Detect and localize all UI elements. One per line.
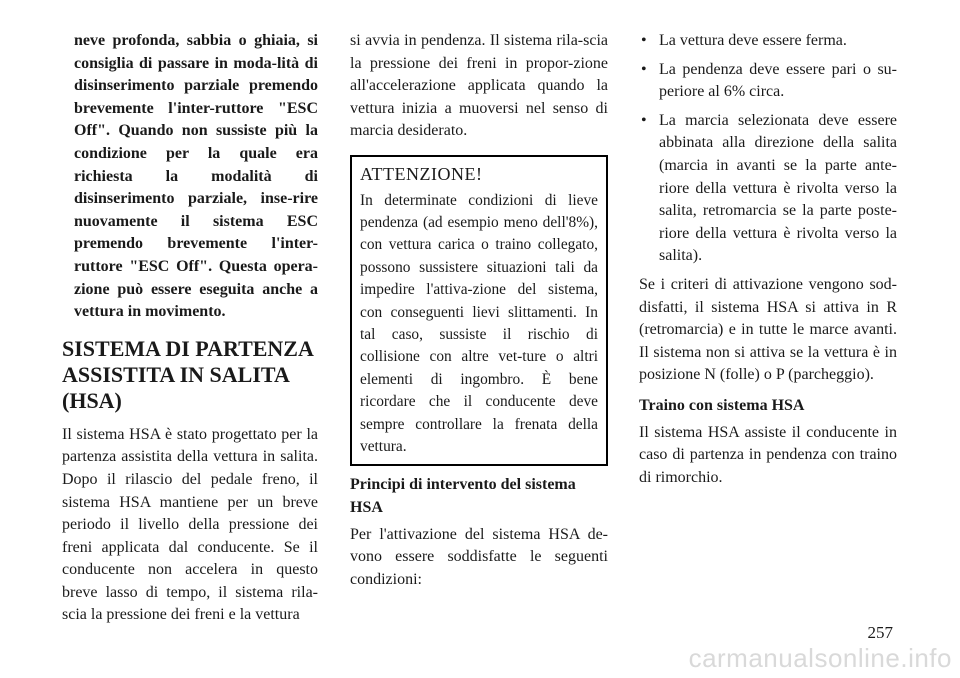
page-number: 257 bbox=[867, 623, 893, 642]
subheading-hsa-principles: Principi di intervento del sistema HSA bbox=[350, 476, 576, 517]
bullet-icon: • bbox=[641, 111, 647, 129]
list-item: • La pendenza deve essere pari o su-periore al 6% circa. bbox=[641, 60, 897, 101]
column-left bbox=[62, 30, 318, 635]
column-right bbox=[639, 30, 897, 497]
hsa-conditions-intro: Per l'attivazione del sistema HSA de-vono essere soddisfatte le seguenti condizioni: bbox=[350, 525, 608, 588]
hsa-intro-paragraph: Il sistema HSA è stato progettato per la partenza assistita della vettura in salita. Dopo il rilascio del pedale freno, il sistema HSA mantiene per un breve periodo il livello della pressione dei freni applicata dal conducente. Se il conducente non accelera in questo breve lasso di tempo, il sistema rila-scia la pressione dei freni e la vettura bbox=[62, 425, 318, 624]
warning-title: ATTENZIONE! bbox=[360, 163, 483, 184]
activation-criteria-paragraph: Se i criteri di attivazione vengono sod-disfatti, il sistema HSA si attiva in R (retromarcia) e in tutte le marce avanti. Il sistema non si attiva se la vettura è in posizione N (folle) o P (parcheggio). bbox=[639, 275, 897, 384]
hsa-intro-paragraph-continued: si avvia in pendenza. Il sistema rila-scia la pressione dei freni in propor-zione all'accelerazione applicata quando la vettura inizia a muoversi nel senso di marcia desiderato. bbox=[350, 32, 608, 140]
column-middle bbox=[350, 30, 608, 599]
bullet-icon: • bbox=[641, 32, 647, 49]
conditions-list bbox=[639, 30, 897, 268]
bold-warning-continuation: neve profonda, sabbia o ghiaia, si consiglia di passare in moda-lità di disinserimento parziale premendo brevemente l'inter-ruttore "ESC Off". Quando non sussiste più la condizione per la quale era richiesta la modalità di disinserimento parziale, inse-rire nuovamente il sistema ESC premendo brevemente l'inter-ruttore "ESC Off". Questa opera-zione può essere eseguita anche a vettura in movimento. bbox=[74, 32, 318, 321]
towing-paragraph: Il sistema HSA assiste il conducente in caso di partenza in pendenza con traino di rimorchio. bbox=[639, 423, 897, 486]
warning-text: In determinate condizioni di lieve pendenza (ad esempio meno dell'8%), con vettura carica o traino collegato, possono sussistere situazioni tali da impedire l'attiva-zione del sistema, con conseguenti lievi slittamenti. In tal caso, sussiste il rischio di collisione con altre vet-ture o altri elementi di ingombro. È bene ricordare che il conducente deve sempre controllare la frenata della vettura. bbox=[360, 191, 598, 456]
section-heading-hsa: SISTEMA DI PARTENZA ASSISTITA IN SALITA (HSA) bbox=[62, 335, 313, 413]
warning-box bbox=[350, 155, 608, 466]
bullet-icon: • bbox=[641, 60, 647, 78]
list-item: • La marcia selezionata deve essere abbinata alla direzione della salita (marcia in avanti se la parte ante-riore della vettura è rivolta verso la salita, retromarcia se la parte poste-riore della vettura è rivolta verso la salita). bbox=[641, 111, 897, 265]
subheading-towing: Traino con sistema HSA bbox=[639, 396, 805, 414]
site-watermark: carmanualsonline.info bbox=[688, 643, 952, 673]
list-item: • La vettura deve essere ferma. bbox=[639, 30, 897, 53]
